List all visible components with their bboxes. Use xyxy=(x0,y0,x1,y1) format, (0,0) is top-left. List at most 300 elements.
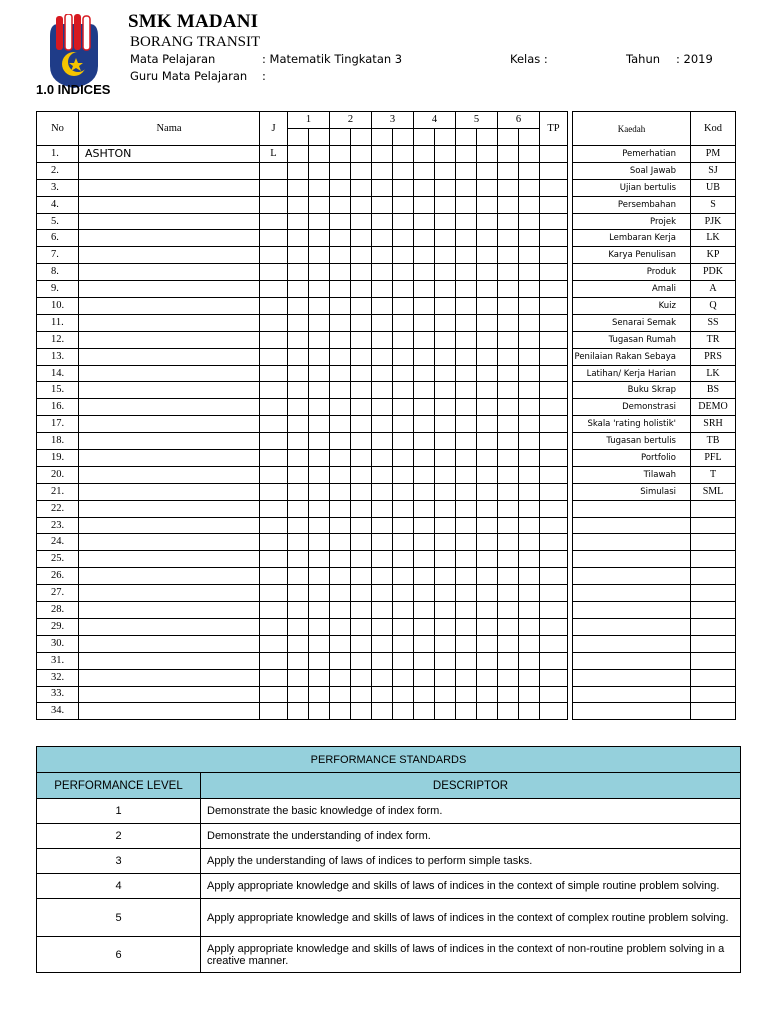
level-mark-cell[interactable] xyxy=(393,669,414,686)
level-mark-cell[interactable] xyxy=(414,314,435,331)
level-mark-cell[interactable] xyxy=(414,686,435,703)
level-mark-cell[interactable] xyxy=(288,162,309,179)
level-mark-cell[interactable] xyxy=(351,230,372,247)
level-mark-cell[interactable] xyxy=(477,365,498,382)
level-mark-cell[interactable] xyxy=(309,247,330,264)
level-mark-cell[interactable] xyxy=(309,365,330,382)
level-mark-cell[interactable] xyxy=(519,618,540,635)
level-mark-cell[interactable] xyxy=(372,551,393,568)
level-mark-cell[interactable] xyxy=(456,331,477,348)
level-mark-cell[interactable] xyxy=(435,534,456,551)
level-mark-cell[interactable] xyxy=(435,416,456,433)
level-mark-cell[interactable] xyxy=(414,196,435,213)
level-mark-cell[interactable] xyxy=(435,466,456,483)
level-mark-cell[interactable] xyxy=(435,669,456,686)
student-name-cell[interactable]: ASHTON xyxy=(79,146,260,163)
level-mark-cell[interactable] xyxy=(330,416,351,433)
level-mark-cell[interactable] xyxy=(519,686,540,703)
level-mark-cell[interactable] xyxy=(288,416,309,433)
tp-cell[interactable] xyxy=(540,331,568,348)
level-mark-cell[interactable] xyxy=(414,466,435,483)
tp-cell[interactable] xyxy=(540,517,568,534)
level-mark-cell[interactable] xyxy=(330,483,351,500)
level-mark-cell[interactable] xyxy=(498,382,519,399)
level-mark-cell[interactable] xyxy=(456,703,477,720)
gender-cell[interactable] xyxy=(260,568,288,585)
level-mark-cell[interactable] xyxy=(288,314,309,331)
level-mark-cell[interactable] xyxy=(435,365,456,382)
level-mark-cell[interactable] xyxy=(498,298,519,315)
level-mark-cell[interactable] xyxy=(498,196,519,213)
level-mark-cell[interactable] xyxy=(519,585,540,602)
level-mark-cell[interactable] xyxy=(435,703,456,720)
level-mark-cell[interactable] xyxy=(309,669,330,686)
level-mark-cell[interactable] xyxy=(351,534,372,551)
level-mark-cell[interactable] xyxy=(519,146,540,163)
level-mark-cell[interactable] xyxy=(330,281,351,298)
level-mark-cell[interactable] xyxy=(393,534,414,551)
level-mark-cell[interactable] xyxy=(372,298,393,315)
level-mark-cell[interactable] xyxy=(288,433,309,450)
level-mark-cell[interactable] xyxy=(309,618,330,635)
level-mark-cell[interactable] xyxy=(351,264,372,281)
level-mark-cell[interactable] xyxy=(351,635,372,652)
level-mark-cell[interactable] xyxy=(288,179,309,196)
level-mark-cell[interactable] xyxy=(309,264,330,281)
level-mark-cell[interactable] xyxy=(519,433,540,450)
student-name-cell[interactable] xyxy=(79,551,260,568)
level-mark-cell[interactable] xyxy=(330,568,351,585)
tp-cell[interactable] xyxy=(540,196,568,213)
gender-cell[interactable] xyxy=(260,382,288,399)
level-mark-cell[interactable] xyxy=(288,298,309,315)
tp-cell[interactable] xyxy=(540,618,568,635)
level-mark-cell[interactable] xyxy=(309,348,330,365)
level-mark-cell[interactable] xyxy=(309,230,330,247)
level-mark-cell[interactable] xyxy=(351,669,372,686)
level-mark-cell[interactable] xyxy=(456,247,477,264)
level-mark-cell[interactable] xyxy=(456,652,477,669)
level-mark-cell[interactable] xyxy=(309,196,330,213)
level-mark-cell[interactable] xyxy=(435,230,456,247)
level-mark-cell[interactable] xyxy=(414,416,435,433)
level-mark-cell[interactable] xyxy=(288,602,309,619)
level-mark-cell[interactable] xyxy=(309,483,330,500)
level-mark-cell[interactable] xyxy=(372,281,393,298)
level-mark-cell[interactable] xyxy=(309,602,330,619)
level-mark-cell[interactable] xyxy=(393,365,414,382)
level-mark-cell[interactable] xyxy=(393,517,414,534)
level-mark-cell[interactable] xyxy=(435,686,456,703)
level-mark-cell[interactable] xyxy=(477,281,498,298)
level-mark-cell[interactable] xyxy=(330,602,351,619)
level-mark-cell[interactable] xyxy=(414,162,435,179)
level-mark-cell[interactable] xyxy=(435,635,456,652)
tp-cell[interactable] xyxy=(540,466,568,483)
level-mark-cell[interactable] xyxy=(414,551,435,568)
gender-cell[interactable] xyxy=(260,331,288,348)
level-mark-cell[interactable] xyxy=(477,618,498,635)
gender-cell[interactable] xyxy=(260,230,288,247)
level-mark-cell[interactable] xyxy=(309,416,330,433)
level-mark-cell[interactable] xyxy=(498,314,519,331)
student-name-cell[interactable] xyxy=(79,669,260,686)
tp-cell[interactable] xyxy=(540,179,568,196)
level-mark-cell[interactable] xyxy=(435,281,456,298)
level-mark-cell[interactable] xyxy=(519,568,540,585)
level-mark-cell[interactable] xyxy=(519,602,540,619)
level-mark-cell[interactable] xyxy=(519,382,540,399)
level-mark-cell[interactable] xyxy=(498,213,519,230)
level-mark-cell[interactable] xyxy=(414,433,435,450)
level-mark-cell[interactable] xyxy=(393,179,414,196)
tp-cell[interactable] xyxy=(540,669,568,686)
student-name-cell[interactable] xyxy=(79,281,260,298)
level-mark-cell[interactable] xyxy=(477,686,498,703)
level-mark-cell[interactable] xyxy=(309,551,330,568)
level-mark-cell[interactable] xyxy=(393,146,414,163)
level-mark-cell[interactable] xyxy=(519,500,540,517)
level-mark-cell[interactable] xyxy=(288,230,309,247)
level-mark-cell[interactable] xyxy=(414,517,435,534)
level-mark-cell[interactable] xyxy=(330,450,351,467)
student-name-cell[interactable] xyxy=(79,652,260,669)
level-mark-cell[interactable] xyxy=(435,314,456,331)
tp-cell[interactable] xyxy=(540,213,568,230)
level-mark-cell[interactable] xyxy=(393,568,414,585)
level-mark-cell[interactable] xyxy=(456,551,477,568)
level-mark-cell[interactable] xyxy=(477,483,498,500)
level-mark-cell[interactable] xyxy=(351,281,372,298)
student-name-cell[interactable] xyxy=(79,517,260,534)
level-mark-cell[interactable] xyxy=(498,618,519,635)
level-mark-cell[interactable] xyxy=(351,433,372,450)
level-mark-cell[interactable] xyxy=(393,500,414,517)
student-name-cell[interactable] xyxy=(79,450,260,467)
gender-cell[interactable] xyxy=(260,585,288,602)
level-mark-cell[interactable] xyxy=(414,264,435,281)
student-name-cell[interactable] xyxy=(79,196,260,213)
level-mark-cell[interactable] xyxy=(519,162,540,179)
level-mark-cell[interactable] xyxy=(477,399,498,416)
level-mark-cell[interactable] xyxy=(288,146,309,163)
level-mark-cell[interactable] xyxy=(456,635,477,652)
gender-cell[interactable] xyxy=(260,652,288,669)
level-mark-cell[interactable] xyxy=(498,433,519,450)
level-mark-cell[interactable] xyxy=(351,551,372,568)
gender-cell[interactable] xyxy=(260,399,288,416)
level-mark-cell[interactable] xyxy=(435,652,456,669)
level-mark-cell[interactable] xyxy=(288,483,309,500)
level-mark-cell[interactable] xyxy=(330,382,351,399)
level-mark-cell[interactable] xyxy=(288,618,309,635)
level-mark-cell[interactable] xyxy=(519,652,540,669)
level-mark-cell[interactable] xyxy=(309,652,330,669)
level-mark-cell[interactable] xyxy=(330,348,351,365)
level-mark-cell[interactable] xyxy=(393,196,414,213)
level-mark-cell[interactable] xyxy=(477,652,498,669)
level-mark-cell[interactable] xyxy=(330,551,351,568)
level-mark-cell[interactable] xyxy=(456,585,477,602)
tp-cell[interactable] xyxy=(540,652,568,669)
level-mark-cell[interactable] xyxy=(456,382,477,399)
gender-cell[interactable] xyxy=(260,466,288,483)
level-mark-cell[interactable] xyxy=(456,466,477,483)
level-mark-cell[interactable] xyxy=(372,686,393,703)
level-mark-cell[interactable] xyxy=(372,466,393,483)
tp-cell[interactable] xyxy=(540,585,568,602)
level-mark-cell[interactable] xyxy=(477,314,498,331)
level-mark-cell[interactable] xyxy=(456,179,477,196)
level-mark-cell[interactable] xyxy=(456,534,477,551)
level-mark-cell[interactable] xyxy=(393,585,414,602)
level-mark-cell[interactable] xyxy=(498,635,519,652)
level-mark-cell[interactable] xyxy=(351,466,372,483)
level-mark-cell[interactable] xyxy=(393,686,414,703)
level-mark-cell[interactable] xyxy=(477,230,498,247)
level-mark-cell[interactable] xyxy=(309,534,330,551)
level-mark-cell[interactable] xyxy=(351,568,372,585)
level-mark-cell[interactable] xyxy=(498,450,519,467)
level-mark-cell[interactable] xyxy=(414,635,435,652)
level-mark-cell[interactable] xyxy=(477,146,498,163)
level-mark-cell[interactable] xyxy=(498,399,519,416)
level-mark-cell[interactable] xyxy=(393,162,414,179)
level-mark-cell[interactable] xyxy=(456,146,477,163)
level-mark-cell[interactable] xyxy=(309,162,330,179)
level-mark-cell[interactable] xyxy=(351,652,372,669)
level-mark-cell[interactable] xyxy=(309,517,330,534)
level-mark-cell[interactable] xyxy=(372,399,393,416)
level-mark-cell[interactable] xyxy=(288,500,309,517)
level-mark-cell[interactable] xyxy=(309,298,330,315)
level-mark-cell[interactable] xyxy=(498,146,519,163)
level-mark-cell[interactable] xyxy=(288,213,309,230)
level-mark-cell[interactable] xyxy=(330,247,351,264)
level-mark-cell[interactable] xyxy=(435,196,456,213)
level-mark-cell[interactable] xyxy=(414,281,435,298)
gender-cell[interactable] xyxy=(260,348,288,365)
level-mark-cell[interactable] xyxy=(393,433,414,450)
level-mark-cell[interactable] xyxy=(288,534,309,551)
level-mark-cell[interactable] xyxy=(288,348,309,365)
level-mark-cell[interactable] xyxy=(372,331,393,348)
level-mark-cell[interactable] xyxy=(519,230,540,247)
tp-cell[interactable] xyxy=(540,602,568,619)
level-mark-cell[interactable] xyxy=(330,179,351,196)
level-mark-cell[interactable] xyxy=(330,534,351,551)
gender-cell[interactable] xyxy=(260,618,288,635)
level-mark-cell[interactable] xyxy=(309,433,330,450)
tp-cell[interactable] xyxy=(540,500,568,517)
level-mark-cell[interactable] xyxy=(330,618,351,635)
level-mark-cell[interactable] xyxy=(498,500,519,517)
level-mark-cell[interactable] xyxy=(435,399,456,416)
level-mark-cell[interactable] xyxy=(456,162,477,179)
level-mark-cell[interactable] xyxy=(519,669,540,686)
level-mark-cell[interactable] xyxy=(351,703,372,720)
level-mark-cell[interactable] xyxy=(351,179,372,196)
level-mark-cell[interactable] xyxy=(372,635,393,652)
level-mark-cell[interactable] xyxy=(372,365,393,382)
level-mark-cell[interactable] xyxy=(456,264,477,281)
level-mark-cell[interactable] xyxy=(477,635,498,652)
tp-cell[interactable] xyxy=(540,483,568,500)
gender-cell[interactable] xyxy=(260,517,288,534)
level-mark-cell[interactable] xyxy=(372,450,393,467)
level-mark-cell[interactable] xyxy=(351,483,372,500)
level-mark-cell[interactable] xyxy=(456,618,477,635)
level-mark-cell[interactable] xyxy=(435,213,456,230)
level-mark-cell[interactable] xyxy=(498,686,519,703)
level-mark-cell[interactable] xyxy=(330,298,351,315)
level-mark-cell[interactable] xyxy=(372,669,393,686)
level-mark-cell[interactable] xyxy=(456,298,477,315)
level-mark-cell[interactable] xyxy=(372,162,393,179)
level-mark-cell[interactable] xyxy=(456,450,477,467)
level-mark-cell[interactable] xyxy=(435,331,456,348)
gender-cell[interactable] xyxy=(260,179,288,196)
level-mark-cell[interactable] xyxy=(330,635,351,652)
level-mark-cell[interactable] xyxy=(435,602,456,619)
level-mark-cell[interactable] xyxy=(435,348,456,365)
level-mark-cell[interactable] xyxy=(351,196,372,213)
level-mark-cell[interactable] xyxy=(414,618,435,635)
level-mark-cell[interactable] xyxy=(477,348,498,365)
level-mark-cell[interactable] xyxy=(288,568,309,585)
level-mark-cell[interactable] xyxy=(477,534,498,551)
tp-cell[interactable] xyxy=(540,551,568,568)
level-mark-cell[interactable] xyxy=(309,568,330,585)
level-mark-cell[interactable] xyxy=(288,281,309,298)
level-mark-cell[interactable] xyxy=(498,331,519,348)
level-mark-cell[interactable] xyxy=(309,635,330,652)
level-mark-cell[interactable] xyxy=(477,331,498,348)
level-mark-cell[interactable] xyxy=(456,602,477,619)
level-mark-cell[interactable] xyxy=(498,264,519,281)
student-name-cell[interactable] xyxy=(79,635,260,652)
level-mark-cell[interactable] xyxy=(351,213,372,230)
student-name-cell[interactable] xyxy=(79,585,260,602)
tp-cell[interactable] xyxy=(540,450,568,467)
level-mark-cell[interactable] xyxy=(393,416,414,433)
tp-cell[interactable] xyxy=(540,686,568,703)
level-mark-cell[interactable] xyxy=(330,500,351,517)
level-mark-cell[interactable] xyxy=(477,213,498,230)
level-mark-cell[interactable] xyxy=(351,686,372,703)
level-mark-cell[interactable] xyxy=(519,196,540,213)
gender-cell[interactable]: L xyxy=(260,146,288,163)
tp-cell[interactable] xyxy=(540,162,568,179)
student-name-cell[interactable] xyxy=(79,433,260,450)
level-mark-cell[interactable] xyxy=(477,179,498,196)
level-mark-cell[interactable] xyxy=(477,162,498,179)
tp-cell[interactable] xyxy=(540,365,568,382)
level-mark-cell[interactable] xyxy=(435,433,456,450)
gender-cell[interactable] xyxy=(260,162,288,179)
student-name-cell[interactable] xyxy=(79,213,260,230)
level-mark-cell[interactable] xyxy=(435,585,456,602)
level-mark-cell[interactable] xyxy=(288,382,309,399)
level-mark-cell[interactable] xyxy=(477,551,498,568)
level-mark-cell[interactable] xyxy=(477,703,498,720)
level-mark-cell[interactable] xyxy=(435,551,456,568)
level-mark-cell[interactable] xyxy=(414,213,435,230)
level-mark-cell[interactable] xyxy=(456,568,477,585)
gender-cell[interactable] xyxy=(260,686,288,703)
level-mark-cell[interactable] xyxy=(477,196,498,213)
level-mark-cell[interactable] xyxy=(351,450,372,467)
level-mark-cell[interactable] xyxy=(288,450,309,467)
level-mark-cell[interactable] xyxy=(498,348,519,365)
level-mark-cell[interactable] xyxy=(372,230,393,247)
student-name-cell[interactable] xyxy=(79,314,260,331)
level-mark-cell[interactable] xyxy=(456,314,477,331)
level-mark-cell[interactable] xyxy=(435,247,456,264)
level-mark-cell[interactable] xyxy=(414,585,435,602)
level-mark-cell[interactable] xyxy=(456,416,477,433)
level-mark-cell[interactable] xyxy=(498,652,519,669)
level-mark-cell[interactable] xyxy=(414,365,435,382)
level-mark-cell[interactable] xyxy=(330,365,351,382)
level-mark-cell[interactable] xyxy=(330,146,351,163)
level-mark-cell[interactable] xyxy=(372,247,393,264)
level-mark-cell[interactable] xyxy=(414,534,435,551)
level-mark-cell[interactable] xyxy=(435,517,456,534)
level-mark-cell[interactable] xyxy=(498,551,519,568)
student-name-cell[interactable] xyxy=(79,466,260,483)
level-mark-cell[interactable] xyxy=(435,264,456,281)
level-mark-cell[interactable] xyxy=(309,399,330,416)
student-name-cell[interactable] xyxy=(79,382,260,399)
level-mark-cell[interactable] xyxy=(309,585,330,602)
level-mark-cell[interactable] xyxy=(393,618,414,635)
gender-cell[interactable] xyxy=(260,450,288,467)
level-mark-cell[interactable] xyxy=(351,602,372,619)
gender-cell[interactable] xyxy=(260,534,288,551)
level-mark-cell[interactable] xyxy=(519,281,540,298)
level-mark-cell[interactable] xyxy=(330,264,351,281)
level-mark-cell[interactable] xyxy=(309,686,330,703)
level-mark-cell[interactable] xyxy=(330,331,351,348)
gender-cell[interactable] xyxy=(260,247,288,264)
level-mark-cell[interactable] xyxy=(288,331,309,348)
gender-cell[interactable] xyxy=(260,365,288,382)
level-mark-cell[interactable] xyxy=(498,703,519,720)
level-mark-cell[interactable] xyxy=(393,247,414,264)
level-mark-cell[interactable] xyxy=(351,382,372,399)
level-mark-cell[interactable] xyxy=(498,179,519,196)
level-mark-cell[interactable] xyxy=(414,331,435,348)
tp-cell[interactable] xyxy=(540,230,568,247)
level-mark-cell[interactable] xyxy=(456,433,477,450)
level-mark-cell[interactable] xyxy=(435,162,456,179)
gender-cell[interactable] xyxy=(260,635,288,652)
level-mark-cell[interactable] xyxy=(372,602,393,619)
level-mark-cell[interactable] xyxy=(351,399,372,416)
level-mark-cell[interactable] xyxy=(393,264,414,281)
level-mark-cell[interactable] xyxy=(519,534,540,551)
level-mark-cell[interactable] xyxy=(477,416,498,433)
level-mark-cell[interactable] xyxy=(330,517,351,534)
student-name-cell[interactable] xyxy=(79,399,260,416)
level-mark-cell[interactable] xyxy=(414,382,435,399)
level-mark-cell[interactable] xyxy=(498,230,519,247)
level-mark-cell[interactable] xyxy=(330,162,351,179)
student-name-cell[interactable] xyxy=(79,179,260,196)
student-name-cell[interactable] xyxy=(79,365,260,382)
level-mark-cell[interactable] xyxy=(393,450,414,467)
